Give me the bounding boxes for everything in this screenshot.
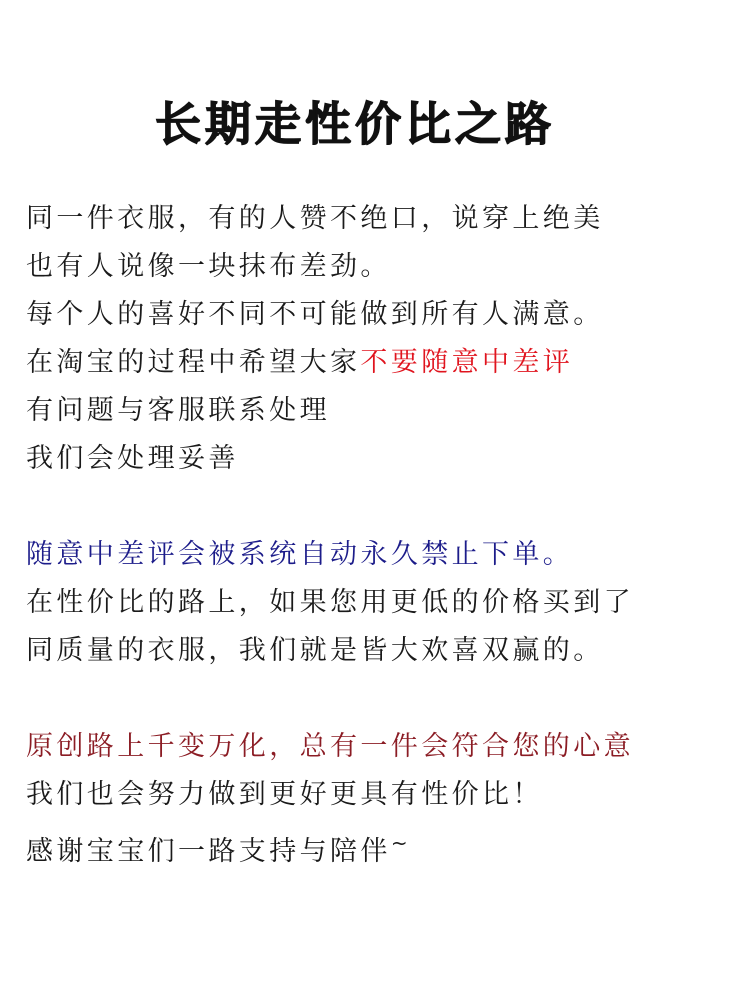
text-line: 在性价比的路上，如果您用更低的价格买到了 (26, 587, 634, 618)
text-line: 同质量的衣服，我们就是皆大欢喜双赢的。 (26, 635, 604, 666)
text-line: 我们会处理妥善 (26, 443, 239, 474)
text-line: 同一件衣服，有的人赞不绝口，说穿上绝美 (26, 203, 604, 234)
tilde-mark: ~ (390, 831, 408, 855)
text-line-with-highlight (26, 346, 573, 380)
text-line: 有问题与客服联系处理 (26, 395, 330, 426)
text-line: 每个人的喜好不同不可能做到所有人满意。 (26, 299, 604, 330)
text-segment: 在淘宝的过程中希望大家 (26, 347, 361, 378)
warning-line: 随意中差评会被系统自动永久禁止下单。 (26, 539, 574, 570)
text-line: 我们也会努力做到更好更具有性价比！ (26, 779, 543, 810)
page-title: 长期走性价比之路 (155, 97, 555, 151)
highlight-text: 不要随意中差评 (360, 347, 574, 378)
text-segment: 感谢宝宝们一路支持与陪伴 (26, 836, 391, 867)
text-line (26, 826, 408, 867)
emphasis-line: 原创路上千变万化，总有一件会符合您的心意 (26, 731, 634, 762)
text-line: 也有人说像一块抹布差劲。 (26, 251, 391, 282)
